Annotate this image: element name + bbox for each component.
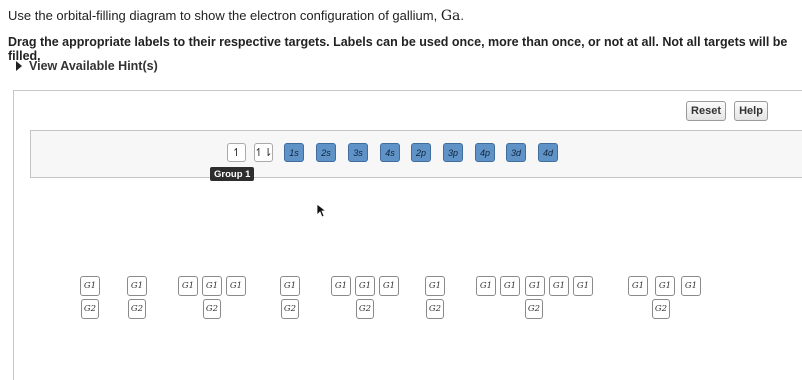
mouse-cursor-icon [316, 203, 328, 219]
g1-target[interactable]: G1 [80, 276, 100, 296]
element-symbol: Ga [440, 8, 461, 24]
label-3d[interactable]: 3d [506, 143, 526, 162]
g1-target[interactable]: G1 [226, 276, 246, 296]
g1-target[interactable]: G1 [379, 276, 399, 296]
g2-target[interactable]: G2 [426, 299, 444, 319]
g1-target[interactable]: G1 [655, 276, 675, 296]
g2-target[interactable]: G2 [81, 299, 99, 319]
caret-right-icon [16, 61, 22, 71]
g1-target[interactable]: G1 [549, 276, 569, 296]
g1-target[interactable]: G1 [425, 276, 445, 296]
question-period: . [460, 8, 465, 23]
g1-target[interactable]: G1 [178, 276, 198, 296]
g2-target[interactable]: G2 [281, 299, 299, 319]
g1-target[interactable]: G1 [202, 276, 222, 296]
view-hints-label: View Available Hint(s) [29, 59, 158, 73]
g1-target[interactable]: G1 [525, 276, 545, 296]
label-3s[interactable]: 3s [348, 143, 368, 162]
label-up-arrow[interactable]: ↿ [227, 143, 246, 162]
label-up-down-arrows[interactable]: ↿⇂ [254, 143, 273, 162]
question-instructions: Drag the appropriate labels to their respective targets. Labels can be used once, more than once, or not at all. Not all targets will be filled. [8, 35, 788, 63]
g2-target[interactable]: G2 [652, 299, 670, 319]
g2-target[interactable]: G2 [525, 299, 543, 319]
label-4p[interactable]: 4p [475, 143, 495, 162]
label-1s[interactable]: 1s [284, 143, 304, 162]
g1-target[interactable]: G1 [681, 276, 701, 296]
g1-target[interactable]: G1 [280, 276, 300, 296]
label-4d[interactable]: 4d [538, 143, 558, 162]
g1-target[interactable]: G1 [355, 276, 375, 296]
g1-target[interactable]: G1 [628, 276, 648, 296]
g1-target[interactable]: G1 [573, 276, 593, 296]
g1-target[interactable]: G1 [476, 276, 496, 296]
label-2p[interactable]: 2p [411, 143, 431, 162]
g1-target[interactable]: G1 [331, 276, 351, 296]
reset-button[interactable]: Reset [686, 101, 726, 121]
label-3p[interactable]: 3p [443, 143, 463, 162]
label-4s[interactable]: 4s [380, 143, 400, 162]
g2-target[interactable]: G2 [128, 299, 146, 319]
g1-target[interactable]: G1 [127, 276, 147, 296]
g2-target[interactable]: G2 [356, 299, 374, 319]
question-line-1 [8, 8, 464, 24]
label-2s[interactable]: 2s [316, 143, 336, 162]
help-button[interactable]: Help [734, 101, 768, 121]
question-text: Use the orbital-filling diagram to show the electron configuration of gallium, [8, 8, 438, 23]
group-label: Group 1 [210, 167, 254, 181]
view-hints-toggle[interactable] [16, 59, 158, 73]
g1-target[interactable]: G1 [500, 276, 520, 296]
g2-target[interactable]: G2 [203, 299, 221, 319]
